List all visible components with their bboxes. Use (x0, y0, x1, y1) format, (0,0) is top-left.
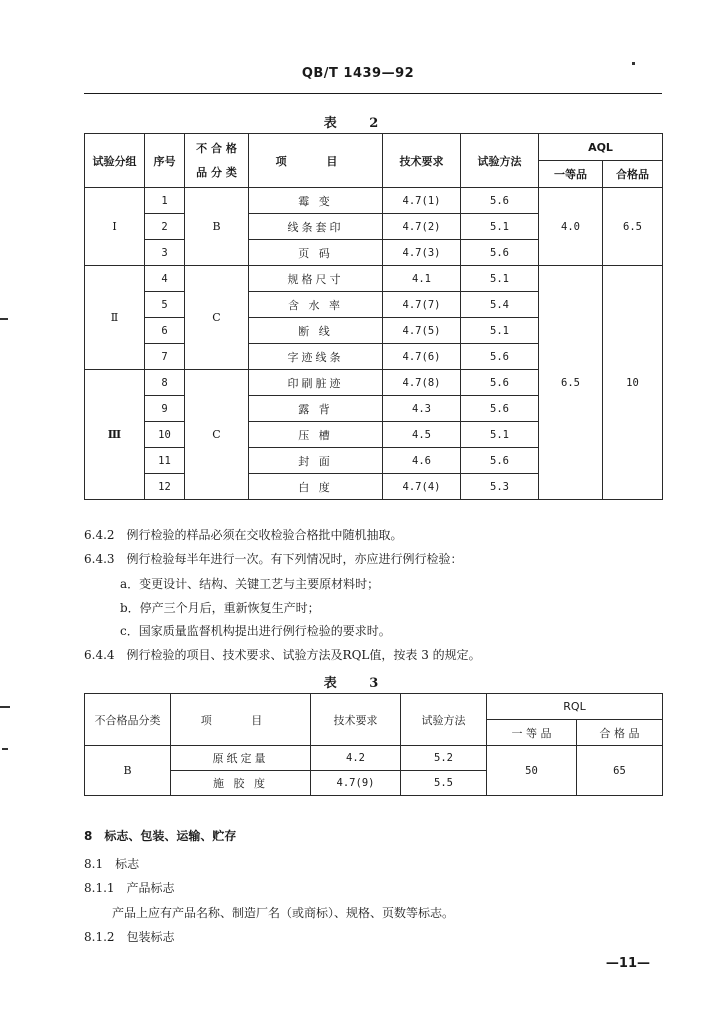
row-method: 5.1 (461, 214, 539, 240)
row-seq: 1 (145, 188, 185, 214)
list-item-c: c．国家质量监督机构提出进行例行检验的要求时。 (120, 624, 391, 638)
row-tech: 4.7(8) (383, 370, 461, 396)
table3-title: 表 3 (323, 676, 393, 691)
table3-header-item: 项 目 (171, 694, 311, 746)
paragraph-6-4-3: 6.4.3 例行检验每半年进行一次。有下列情况时，亦应进行例行检验： (84, 552, 463, 566)
row-item: 字迹线条 (249, 344, 383, 370)
section-8-1: 8.1 标志 (84, 857, 140, 871)
row-tech: 4.3 (383, 396, 461, 422)
table2-header-class-line2: 品 分 类 (196, 165, 237, 179)
row-seq: 4 (145, 266, 185, 292)
rql-qualified: 65 (577, 746, 663, 796)
header-rule (84, 93, 662, 94)
row-tech: 4.7(7) (383, 292, 461, 318)
table2-header-item: 项 目 (249, 134, 383, 188)
row-item: 页 码 (249, 240, 383, 266)
row-tech: 4.7(3) (383, 240, 461, 266)
row-tech: 4.7(6) (383, 344, 461, 370)
page-number: —11— (605, 956, 650, 971)
table-row (85, 266, 663, 292)
paragraph-6-4-2: 6.4.2 例行检验的样品必须在交收检验合格批中随机抽取。 (84, 528, 403, 542)
table2-header-first-grade: 一等品 (539, 161, 603, 188)
rql-first: 50 (487, 746, 577, 796)
group-2-name: Ⅱ (85, 266, 145, 370)
section-8-heading: 8 标志、包装、运输、贮存 (84, 829, 237, 843)
table2-header-class (185, 134, 249, 188)
group-1-aql-first: 4.0 (539, 188, 603, 266)
row-item: 原纸定量 (171, 746, 311, 771)
row-item: 含 水 率 (249, 292, 383, 318)
group-3-name: Ⅲ (85, 370, 145, 500)
row-method: 5.6 (461, 240, 539, 266)
table2 (84, 133, 663, 500)
table3-header-class: 不合格品分类 (85, 694, 171, 746)
table2-header-qualified: 合格品 (603, 161, 663, 188)
scan-mark (632, 62, 635, 65)
table2-header-aql: AQL (539, 134, 663, 161)
row-item: 施 胶 度 (171, 771, 311, 796)
row-item: 线条套印 (249, 214, 383, 240)
row-method: 5.2 (401, 746, 487, 771)
table3-header-rql: RQL (487, 694, 663, 720)
row-method: 5.1 (461, 422, 539, 448)
table2-header-group: 试验分组 (85, 134, 145, 188)
table2-title: 表 2 (323, 116, 393, 131)
row-method: 5.6 (461, 188, 539, 214)
row-tech: 4.1 (383, 266, 461, 292)
row-seq: 3 (145, 240, 185, 266)
row-tech: 4.5 (383, 422, 461, 448)
scan-mark (0, 706, 10, 708)
row-item: 印刷脏迹 (249, 370, 383, 396)
row-seq: 12 (145, 474, 185, 500)
row-tech: 4.7(2) (383, 214, 461, 240)
table3-header-qualified: 合 格 品 (577, 720, 663, 746)
row-seq: 2 (145, 214, 185, 240)
row-tech: 4.7(9) (311, 771, 401, 796)
row-tech: 4.6 (383, 448, 461, 474)
section-8-1-2: 8.1.2 包装标志 (84, 930, 175, 944)
row-seq: 5 (145, 292, 185, 318)
scan-mark (2, 748, 8, 750)
row-seq: 10 (145, 422, 185, 448)
table2-header-class-line1: 不 合 格 (196, 141, 237, 155)
row-seq: 7 (145, 344, 185, 370)
row-item: 规格尺寸 (249, 266, 383, 292)
group-23-aql-qualified: 10 (603, 266, 663, 500)
list-item-a: a．变更设计、结构、关键工艺与主要原材料时； (120, 577, 380, 591)
row-method: 5.6 (461, 370, 539, 396)
row-tech: 4.2 (311, 746, 401, 771)
row-seq: 6 (145, 318, 185, 344)
row-item: 断 线 (249, 318, 383, 344)
paragraph-6-4-4: 6.4.4 例行检验的项目、技术要求、试验方法及RQL值，按表 3 的规定。 (84, 648, 481, 662)
table3-header-first-grade: 一 等 品 (487, 720, 577, 746)
row-item: 霉 变 (249, 188, 383, 214)
row-tech: 4.7(1) (383, 188, 461, 214)
row-tech: 4.7(5) (383, 318, 461, 344)
table-row (85, 188, 663, 214)
row-item: 封 面 (249, 448, 383, 474)
group-3-class: C (185, 370, 249, 500)
group-23-aql-first: 6.5 (539, 266, 603, 500)
scan-mark (0, 318, 8, 320)
row-method: 5.6 (461, 448, 539, 474)
group-1-class: B (185, 188, 249, 266)
row-item: 露 背 (249, 396, 383, 422)
group-2-class: C (185, 266, 249, 370)
row-method: 5.4 (461, 292, 539, 318)
row-method: 5.6 (461, 396, 539, 422)
row-item: 压 槽 (249, 422, 383, 448)
group-1-name: Ⅰ (85, 188, 145, 266)
group-1-aql-qualified: 6.5 (603, 188, 663, 266)
row-method: 5.1 (461, 318, 539, 344)
table2-header-method: 试验方法 (461, 134, 539, 188)
table2-header-tech: 技术要求 (383, 134, 461, 188)
standard-code-header: QB/T 1439—92 (301, 66, 415, 81)
table3-header-tech: 技术要求 (311, 694, 401, 746)
table3 (84, 693, 663, 796)
table3-class-value: B (85, 746, 171, 796)
table3-header-method: 试验方法 (401, 694, 487, 746)
row-seq: 11 (145, 448, 185, 474)
list-item-b: b．停产三个月后，重新恢复生产时； (120, 601, 320, 615)
row-item: 白 度 (249, 474, 383, 500)
row-method: 5.3 (461, 474, 539, 500)
table-row (85, 746, 663, 771)
section-8-1-1: 8.1.1 产品标志 (84, 881, 175, 895)
section-8-1-1-text: 产品上应有产品名称、制造厂名（或商标）、规格、页数等标志。 (112, 906, 455, 920)
table2-header-seq: 序号 (145, 134, 185, 188)
row-seq: 8 (145, 370, 185, 396)
row-seq: 9 (145, 396, 185, 422)
row-method: 5.1 (461, 266, 539, 292)
row-method: 5.6 (461, 344, 539, 370)
row-method: 5.5 (401, 771, 487, 796)
row-tech: 4.7(4) (383, 474, 461, 500)
